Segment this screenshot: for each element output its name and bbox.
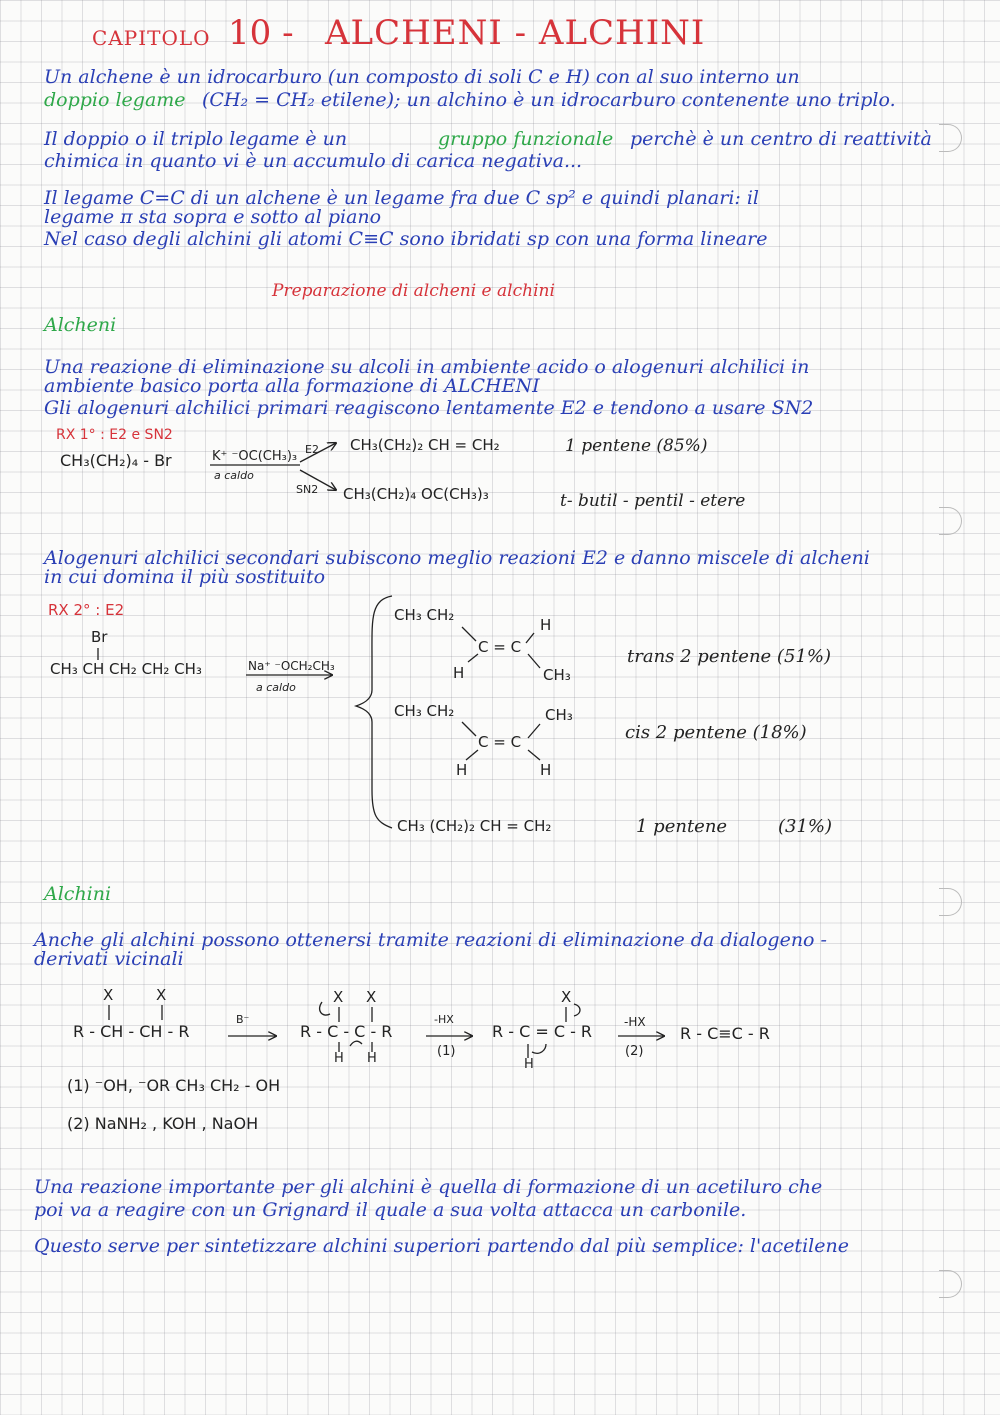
mech-h-2: H [367,1051,377,1066]
alchini-line-1: Anche gli alchini possono ottenersi tramite reazioni di eliminazione da dialogeno - [34,929,827,951]
alchini-heading: Alchini [44,883,112,905]
mech-minus-hx-1: -HX [434,1013,454,1026]
mech-step-1: (1) [437,1044,456,1059]
intro-p3-line-1: Il legame C=C di un alchene è un legame fra due C sp² e quindi planari: il [44,187,759,209]
conditions-1: (1) ⁻OH, ⁻OR CH₃ CH₂ - OH [67,1076,281,1095]
mech-intermediate-2: R - C = C - R [492,1022,593,1041]
rx1-product-2: CH₃(CH₂)₄ OC(CH₃)₃ [343,485,489,503]
rx1-e2-label: E2 [305,443,319,456]
cis-ethyl: CH₃ CH₂ [394,702,455,720]
cis-h-left: H [456,761,468,779]
pentene-pct: (31%) [778,816,833,837]
rx2-br: Br [91,628,108,646]
alcheni-line-1: Una reazione di eliminazione su alcoli in ambiente acido o alogenuri alchilici in [44,356,810,378]
mech-x-4: X [366,988,377,1006]
trans-ethyl: CH₃ CH₂ [394,606,455,624]
intro-line-2: (CH₂ = CH₂ etilene); un alchino è un idrocarburo contenente uno triplo. [202,89,896,111]
intro-p3-line-3: Nel caso degli alchini gli atomi C≡C sono ibridati sp con una forma lineare [44,228,768,250]
pentene-name: 1 pentene [636,816,728,837]
rx1-product-1-name: 1 pentene (85%) [565,436,708,456]
mech-x-5: X [561,988,572,1006]
mech-h-1: H [334,1051,344,1066]
rx2-label: RX 2° : E2 [48,601,125,619]
trans-cc: C = C [478,638,522,656]
trans-ch3: CH₃ [543,666,571,684]
cis-cc: C = C [478,733,522,751]
chapter-word: CAPITOLO [92,26,211,50]
cis-h-right: H [540,761,552,779]
chapter-number: 10 - [228,13,294,53]
mech-minus-hx-2: -HX [624,1015,646,1029]
pentene-formula: CH₃ (CH₂)₂ CH = CH₂ [397,817,552,835]
mech-intermediate-1: R - C - C - R [300,1022,393,1041]
conditions-2: (2) NaNH₂ , KOH , NaOH [67,1114,259,1133]
intro-p2-line-1a: Il doppio o il triplo legame è un [44,128,348,150]
rx1-condition: a caldo [214,469,254,482]
mech-x-3: X [333,988,344,1006]
rx1-arrow-sn2 [300,470,336,490]
alchini-line-2: derivati vicinali [34,948,184,970]
mech-h-3: H [524,1057,534,1072]
mech-product: R - C≡C - R [680,1024,770,1043]
acetylide-line-2: poi va a reagire con un Grignard il quale a sua volta attacca un carbonile. [34,1199,747,1221]
secondary-line-2: in cui domina il più sostituito [44,566,326,588]
acetylide-line-1: Una reazione importante per gli alchini è quella di formazione di un acetiluro che [34,1176,823,1198]
rx2-reactant: CH₃ CH CH₂ CH₂ CH₃ [50,660,202,678]
trans-h-bottom: H [453,664,465,682]
mech-x-2: X [156,986,167,1004]
trans-h-top: H [540,616,552,634]
rx1-label: RX 1° : E2 e SN2 [56,427,173,443]
secondary-line-1: Alogenuri alchilici secondari subiscono meglio reazioni E2 e danno miscele di alcheni [44,547,870,569]
mech-reactant: R - CH - CH - R [73,1022,190,1041]
mech-step-2: (2) [625,1044,644,1059]
intro-p2-line-2: chimica in quanto vi è un accumulo di carica negativa... [44,150,583,172]
chapter-topic: ALCHENI - ALCHINI [325,13,706,53]
product-brace [356,596,392,828]
acetylide-line-3: Questo serve per sintetizzare alchini superiori partendo dal più semplice: l'acetilene [34,1235,849,1257]
rx1-product-2-name: t- butil - pentil - etere [560,491,746,511]
mech-x-1: X [103,986,114,1004]
rx1-reactant: CH₃(CH₂)₄ - Br [60,451,172,470]
cis-ch3: CH₃ [545,706,573,724]
alcheni-line-2: ambiente basico porta alla formazione di ALCHENI [44,375,540,397]
rx1-sn2-label: SN2 [296,483,319,496]
intro-line-2-highlight: doppio legame [44,89,186,111]
trans-name: trans 2 pentene (51%) [627,646,831,667]
alcheni-heading: Alcheni [44,314,117,336]
intro-p3-line-2: legame π sta sopra e sotto al piano [44,206,382,228]
intro-p2-line-1b: perchè è un centro di reattività [630,128,932,150]
section-title: Preparazione di alcheni e alchini [272,281,555,301]
rx2-reagent: Na⁺ ⁻OCH₂CH₃ [248,659,335,673]
rx2-condition: a caldo [256,681,296,694]
intro-line-1: Un alchene è un idrocarburo (un composto di soli C e H) con al suo interno un [44,66,800,88]
rx1-reagent: K⁺ ⁻OC(CH₃)₃ [212,449,298,464]
intro-p2-highlight: gruppo funzionale [438,128,614,150]
alcheni-line-3: Gli alogenuri alchilici primari reagiscono lentamente E2 e tendono a usare SN2 [44,397,814,419]
mech-base-label: B⁻ [236,1013,250,1026]
cis-name: cis 2 pentene (18%) [625,722,807,743]
rx1-arrow-e2 [300,443,336,462]
rx1-product-1: CH₃(CH₂)₂ CH = CH₂ [350,436,500,454]
